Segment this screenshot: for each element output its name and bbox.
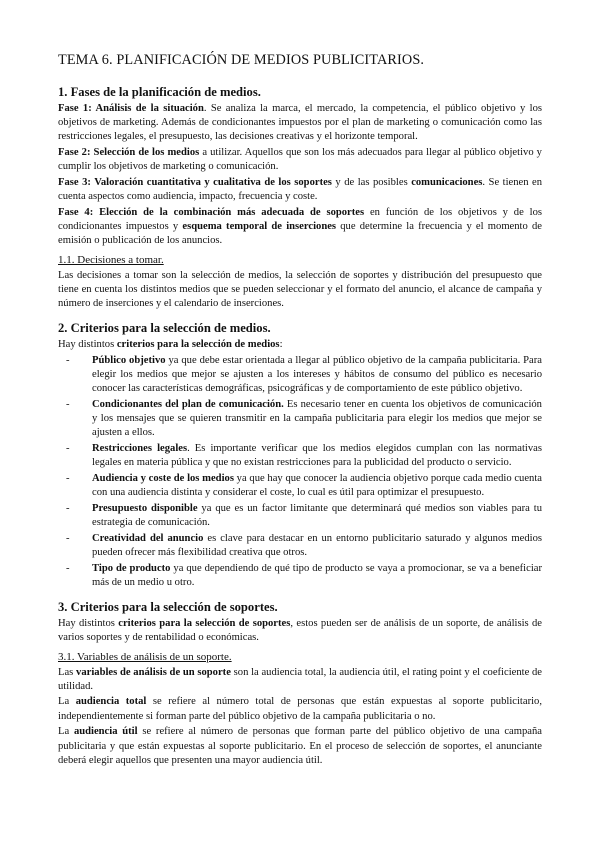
document-title: TEMA 6. PLANIFICACIÓN DE MEDIOS PUBLICITARIOS.: [58, 52, 425, 68]
variables-paragraph: Las variables de análisis de un soporte son la audiencia total, la audiencia útil, el rating point y el coeficiente de utilidad.: [58, 666, 543, 692]
bold-term: Fase 3: Valoración cuantitativa y cualitativa de los soportes: [58, 177, 332, 189]
phase-2-paragraph: Fase 2: Selección de los medios a utilizar. Aquellos que son los más adecuados para llegar al público objetivo y cumplir los objetivos de marketing o comunicación.: [58, 147, 542, 173]
list-item: - Público objetivo ya que debe estar orientada a llegar al público objetivo de la campaña publicitaria. Para elegir los medios que mejor se ajusten a los intereses y hábitos de consumo del público es necesario conocer las características demográficas, psicográficas y de comportamiento de este público objetivo.: [92, 354, 542, 397]
section-1-1-heading: 1.1. Decisiones a tomar.: [58, 253, 164, 266]
bold-term: audiencia total: [75, 696, 147, 708]
section-2-heading: 2. Criterios para la selección de medios.: [58, 321, 271, 336]
bold-term: Público objetivo: [92, 354, 166, 366]
bold-term: Presupuesto disponible: [92, 502, 198, 514]
bold-term: criterios para la selección de medios: [116, 339, 280, 351]
list-item: - Creatividad del anuncio es clave para destacar en un entorno publicitario saturado y algunos medios pueden ofrecer más flexibilidad creativa que otros.: [92, 532, 542, 560]
section-1-heading: 1. Fases de la planificación de medios.: [58, 85, 261, 99]
decisions-paragraph: Las decisiones a tomar son la selección de medios, la selección de soportes y distribución del presupuesto que tiene en cuenta los distintos medios que se pueden seleccionar y el formato del anuncio, el alcance de campaña y número de inserciones y el calendario de inserciones.: [58, 269, 542, 309]
criteria-support-intro: Hay distintos criterios para la selección de soportes, estos pueden ser de análisis de un soporte, de análisis de varios soportes y de rentabilidad o económicas.: [58, 618, 543, 644]
bold-term: audiencia útil: [73, 726, 138, 738]
bold-term: criterios para la selección de soportes: [118, 618, 291, 630]
criteria-media-list: [58, 354, 542, 590]
bold-term: Fase 4: Elección de la combinación más adecuada de soportes: [58, 206, 365, 218]
phase-4-paragraph: Fase 4: Elección de la combinación más adecuada de soportes en función de los objetivos y de los condicionantes impuestos y esquema temporal de inserciones que determine la frecuencia y el momento de emisión o publicación de los anuncios.: [58, 206, 542, 247]
bold-term: Restricciones legales: [92, 443, 188, 455]
bold-term: Audiencia y coste de los medios: [92, 472, 234, 484]
phase-3-paragraph: Fase 3: Valoración cuantitativa y cualitativa de los soportes y de las posibles comunicaciones. Se tienen en cuenta aspectos como audiencia, impacto, frecuencia y coste.: [58, 177, 543, 203]
phase-1-paragraph: Fase 1: Análisis de la situación. Se analiza la marca, el mercado, la competencia, el público objetivo y los objetivos de marketing. Además de condicionantes impuestos por el plan de marketing o comunicación como las restricciones legales, el presupuesto, las decisiones creativas y el horizonte temporal.: [58, 103, 542, 143]
criteria-media-intro: Hay distintos criterios para la selección de medios:: [58, 339, 283, 351]
list-item: - Audiencia y coste de los medios ya que hay que conocer la audiencia objetivo porque cada medio cuenta con una audiencia distinta y considerar el coste, lo cual es útil para optimizar el presupuesto.: [92, 472, 542, 500]
bold-term: variables de análisis de un soporte: [76, 666, 231, 678]
list-item: - Tipo de producto ya que dependiendo de qué tipo de producto se vaya a promocionar, se va a beneficiar más de un medio u otro.: [92, 562, 542, 590]
bold-term: Fase 1: Análisis de la situación: [58, 103, 204, 114]
list-item: - Condicionantes del plan de comunicación. Es necesario tener en cuenta los objetivos de comunicación y los mensajes que se quieren transmitir en la campaña publicitaria para elegir los medios que mejor se ajusten a ellos.: [92, 398, 542, 441]
bold-term: Tipo de producto: [92, 562, 171, 574]
bold-term: Condicionantes del plan de comunicación.: [92, 398, 284, 410]
list-item: - Restricciones legales. Es importante verificar que los medios elegidos cumplan con las normativas legales en materia pública y que no existan restricciones para la publicidad del producto o servicio.: [92, 442, 542, 470]
total-audience-paragraph: La audiencia total se refiere al número total de personas que están expuestas al soporte publicitario, independientemente si forman parte del público objetivo de la campaña publicitaria o no.: [58, 696, 542, 722]
bold-term: esquema temporal de inserciones: [182, 221, 337, 233]
bold-term: Creatividad del anuncio: [92, 532, 204, 544]
section-3-1-heading: 3.1. Variables de análisis de un soporte.: [58, 650, 232, 663]
bold-term: Fase 2: Selección de los medios: [58, 147, 200, 159]
list-item: - Presupuesto disponible ya que es un factor limitante que determinará qué medios son viables para tu estrategia de comunicación.: [92, 502, 542, 530]
bold-term: comunicaciones: [411, 177, 483, 189]
section-3-heading: 3. Criterios para la selección de soportes.: [58, 600, 278, 615]
useful-audience-paragraph: La audiencia útil se refiere al número de personas que forman parte del público objetivo de una campaña publicitaria y que están expuestas al soporte publicitario. En el proceso de selección de soportes, el anunciante deberá elegir aquellos que presenten una mayor audiencia útil.: [58, 726, 542, 766]
